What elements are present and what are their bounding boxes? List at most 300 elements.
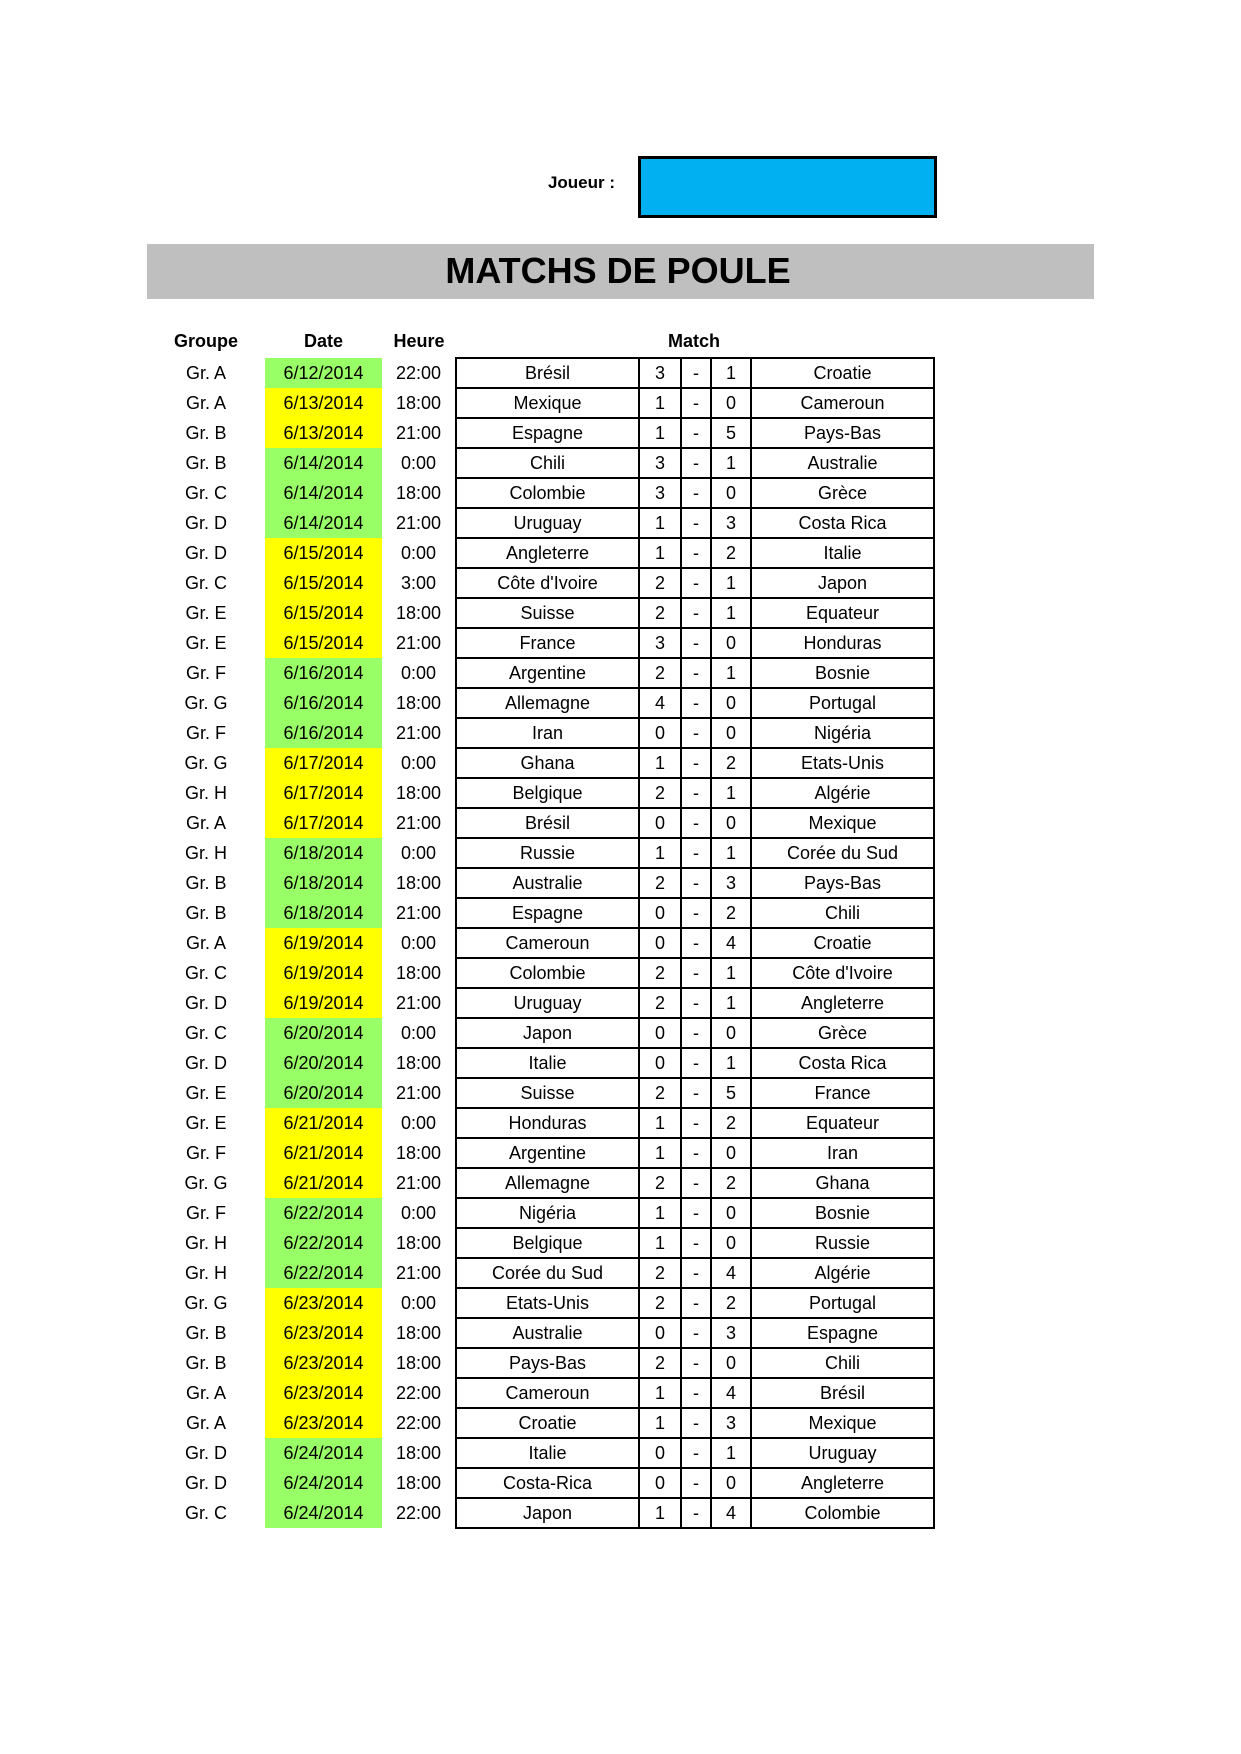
score-separator: - <box>681 598 711 628</box>
home-team-cell: Russie <box>456 838 639 868</box>
away-team-cell: Grèce <box>751 478 934 508</box>
away-score-cell[interactable]: 2 <box>711 538 751 568</box>
heure-cell: 21:00 <box>395 422 442 443</box>
groupe-cell: Gr. B <box>185 422 227 443</box>
home-team-cell: Colombie <box>456 478 639 508</box>
away-score-cell[interactable]: 4 <box>711 928 751 958</box>
date-cell: 6/22/2014 <box>265 1198 382 1228</box>
joueur-input[interactable] <box>638 156 937 218</box>
away-score-cell[interactable]: 0 <box>711 628 751 658</box>
table-row <box>160 448 934 478</box>
heure-cell: 18:00 <box>395 872 442 893</box>
groupe-cell: Gr. A <box>185 932 227 953</box>
score-separator: - <box>681 1168 711 1198</box>
spacer-cell <box>252 778 265 808</box>
groupe-cell: Gr. D <box>184 542 227 563</box>
away-score-cell[interactable]: 5 <box>711 418 751 448</box>
heure-cell: 21:00 <box>395 1082 442 1103</box>
spacer-cell <box>252 1108 265 1138</box>
date-cell: 6/24/2014 <box>265 1498 382 1528</box>
table-row <box>160 1048 934 1078</box>
score-separator: - <box>681 778 711 808</box>
home-score-cell[interactable]: 0 <box>639 1438 681 1468</box>
away-team-cell: Portugal <box>751 1288 934 1318</box>
score-separator: - <box>681 1258 711 1288</box>
spacer-cell <box>252 568 265 598</box>
date-cell: 6/24/2014 <box>265 1468 382 1498</box>
heure-cell: 22:00 <box>395 362 442 383</box>
home-score-cell[interactable]: 0 <box>639 898 681 928</box>
away-score-cell[interactable]: 1 <box>711 958 751 988</box>
table-row <box>160 988 934 1018</box>
date-cell: 6/17/2014 <box>265 778 382 808</box>
score-separator: - <box>681 448 711 478</box>
heure-cell: 18:00 <box>395 692 442 713</box>
table-row <box>160 1138 934 1168</box>
home-team-cell: Allemagne <box>456 688 639 718</box>
heure-cell: 18:00 <box>395 482 442 503</box>
score-separator: - <box>681 628 711 658</box>
away-score-cell[interactable]: 4 <box>711 1258 751 1288</box>
home-team-cell: Corée du Sud <box>456 1258 639 1288</box>
away-score-cell[interactable]: 3 <box>711 868 751 898</box>
score-separator: - <box>681 1198 711 1228</box>
away-score-cell[interactable]: 2 <box>711 1288 751 1318</box>
table-row <box>160 1018 934 1048</box>
table-row <box>160 1318 934 1348</box>
home-score-cell[interactable]: 1 <box>639 1108 681 1138</box>
table-row <box>160 388 934 418</box>
date-cell: 6/14/2014 <box>265 478 382 508</box>
home-team-cell: Brésil <box>456 808 639 838</box>
table-row <box>160 1468 934 1498</box>
table-row <box>160 1498 934 1528</box>
home-team-cell: Italie <box>456 1048 639 1078</box>
score-separator: - <box>681 1378 711 1408</box>
away-team-cell: Chili <box>751 1348 934 1378</box>
home-team-cell: Honduras <box>456 1108 639 1138</box>
away-score-cell[interactable]: 3 <box>711 508 751 538</box>
home-score-cell[interactable]: 2 <box>639 598 681 628</box>
groupe-cell: Gr. G <box>184 752 228 773</box>
heure-cell: 18:00 <box>395 782 442 803</box>
home-score-cell[interactable]: 1 <box>639 1378 681 1408</box>
home-score-cell[interactable]: 1 <box>639 838 681 868</box>
home-score-cell[interactable]: 3 <box>639 358 681 388</box>
table-row <box>160 568 934 598</box>
home-score-cell[interactable]: 2 <box>639 1078 681 1108</box>
spacer-cell <box>252 1468 265 1498</box>
date-cell: 6/15/2014 <box>265 598 382 628</box>
groupe-cell: Gr. A <box>185 362 227 383</box>
table-row <box>160 1408 934 1438</box>
home-team-cell: Croatie <box>456 1408 639 1438</box>
score-separator: - <box>681 1288 711 1318</box>
groupe-cell: Gr. B <box>185 452 227 473</box>
away-score-cell[interactable]: 1 <box>711 778 751 808</box>
table-row <box>160 1198 934 1228</box>
table-row <box>160 628 934 658</box>
away-team-cell: Japon <box>751 568 934 598</box>
score-separator: - <box>681 1408 711 1438</box>
home-score-cell[interactable]: 2 <box>639 568 681 598</box>
away-score-cell[interactable]: 0 <box>711 688 751 718</box>
score-separator: - <box>681 418 711 448</box>
groupe-cell: Gr. H <box>184 782 227 803</box>
groupe-cell: Gr. E <box>185 1112 227 1133</box>
date-cell: 6/12/2014 <box>265 358 382 388</box>
home-score-cell[interactable]: 0 <box>639 1468 681 1498</box>
table-row <box>160 1078 934 1108</box>
away-score-cell[interactable]: 0 <box>711 1228 751 1258</box>
date-cell: 6/21/2014 <box>265 1168 382 1198</box>
home-team-cell: Côte d'Ivoire <box>456 568 639 598</box>
away-score-cell[interactable]: 2 <box>711 748 751 778</box>
score-separator: - <box>681 658 711 688</box>
spacer-cell <box>252 418 265 448</box>
spacer-cell <box>252 508 265 538</box>
date-cell: 6/20/2014 <box>265 1018 382 1048</box>
heure-cell: 0:00 <box>400 1112 437 1133</box>
away-team-cell: Colombie <box>751 1498 934 1528</box>
heure-cell: 21:00 <box>395 722 442 743</box>
date-cell: 6/24/2014 <box>265 1438 382 1468</box>
date-cell: 6/14/2014 <box>265 508 382 538</box>
table-row <box>160 1228 934 1258</box>
date-cell: 6/22/2014 <box>265 1258 382 1288</box>
home-team-cell: Costa-Rica <box>456 1468 639 1498</box>
date-cell: 6/17/2014 <box>265 808 382 838</box>
column-header-date: Date <box>303 331 343 351</box>
away-score-cell[interactable]: 0 <box>711 1348 751 1378</box>
away-score-cell[interactable]: 1 <box>711 1048 751 1078</box>
column-header-groupe: Groupe <box>173 331 238 351</box>
away-score-cell[interactable]: 0 <box>711 388 751 418</box>
away-score-cell[interactable]: 1 <box>711 358 751 388</box>
score-separator: - <box>681 1348 711 1378</box>
home-score-cell[interactable]: 0 <box>639 1018 681 1048</box>
page-title: MATCHS DE POULE <box>445 250 791 291</box>
spacer-cell <box>252 1498 265 1528</box>
away-team-cell: Russie <box>751 1228 934 1258</box>
groupe-cell: Gr. F <box>186 1202 226 1223</box>
home-score-cell[interactable]: 2 <box>639 658 681 688</box>
spacer-cell <box>252 1318 265 1348</box>
away-team-cell: Corée du Sud <box>751 838 934 868</box>
groupe-cell: Gr. H <box>184 842 227 863</box>
home-score-cell[interactable]: 1 <box>639 508 681 538</box>
score-separator: - <box>681 688 711 718</box>
home-team-cell: Uruguay <box>456 508 639 538</box>
home-team-cell: Japon <box>456 1498 639 1528</box>
heure-cell: 21:00 <box>395 1172 442 1193</box>
table-row <box>160 868 934 898</box>
heure-cell: 18:00 <box>395 1142 442 1163</box>
date-cell: 6/19/2014 <box>265 928 382 958</box>
away-score-cell[interactable]: 5 <box>711 1078 751 1108</box>
away-team-cell: Côte d'Ivoire <box>751 958 934 988</box>
home-score-cell[interactable]: 3 <box>639 628 681 658</box>
table-row <box>160 1288 934 1318</box>
away-score-cell[interactable]: 2 <box>711 898 751 928</box>
score-separator: - <box>681 748 711 778</box>
home-score-cell[interactable]: 1 <box>639 1408 681 1438</box>
home-score-cell[interactable]: 1 <box>639 1138 681 1168</box>
table-row <box>160 778 934 808</box>
away-team-cell: Croatie <box>751 358 934 388</box>
home-score-cell[interactable]: 1 <box>639 388 681 418</box>
home-team-cell: Etats-Unis <box>456 1288 639 1318</box>
date-cell: 6/19/2014 <box>265 958 382 988</box>
away-score-cell[interactable]: 2 <box>711 1108 751 1138</box>
score-separator: - <box>681 1468 711 1498</box>
date-cell: 6/14/2014 <box>265 448 382 478</box>
heure-cell: 18:00 <box>395 1472 442 1493</box>
groupe-cell: Gr. E <box>185 1082 227 1103</box>
away-score-cell[interactable]: 0 <box>711 808 751 838</box>
away-score-cell[interactable]: 0 <box>711 1468 751 1498</box>
home-score-cell[interactable]: 1 <box>639 418 681 448</box>
table-row <box>160 928 934 958</box>
heure-cell: 21:00 <box>395 512 442 533</box>
home-score-cell[interactable]: 2 <box>639 1168 681 1198</box>
table-row <box>160 1438 934 1468</box>
heure-cell: 3:00 <box>400 572 437 593</box>
spacer-cell <box>252 718 265 748</box>
date-cell: 6/21/2014 <box>265 1108 382 1138</box>
home-team-cell: Pays-Bas <box>456 1348 639 1378</box>
spacer-cell <box>252 628 265 658</box>
groupe-cell: Gr. E <box>185 632 227 653</box>
score-separator: - <box>681 1438 711 1468</box>
away-team-cell: Mexique <box>751 808 934 838</box>
score-separator: - <box>681 958 711 988</box>
date-cell: 6/23/2014 <box>265 1408 382 1438</box>
spacer-cell <box>252 898 265 928</box>
spacer-cell <box>252 1408 265 1438</box>
home-score-cell[interactable]: 2 <box>639 1258 681 1288</box>
heure-cell: 0:00 <box>400 662 437 683</box>
date-cell: 6/18/2014 <box>265 838 382 868</box>
date-cell: 6/21/2014 <box>265 1138 382 1168</box>
away-score-cell[interactable]: 1 <box>711 988 751 1018</box>
matches-table-body <box>160 358 934 1528</box>
home-score-cell[interactable]: 0 <box>639 808 681 838</box>
heure-cell: 21:00 <box>395 632 442 653</box>
spacer-cell <box>252 1168 265 1198</box>
date-cell: 6/13/2014 <box>265 418 382 448</box>
groupe-cell: Gr. D <box>184 1052 227 1073</box>
home-score-cell[interactable]: 1 <box>639 1198 681 1228</box>
score-separator: - <box>681 478 711 508</box>
spacer-cell <box>252 1288 265 1318</box>
home-team-cell: Japon <box>456 1018 639 1048</box>
home-score-cell[interactable]: 1 <box>639 1228 681 1258</box>
groupe-cell: Gr. H <box>184 1232 227 1253</box>
away-score-cell[interactable]: 4 <box>711 1498 751 1528</box>
score-separator: - <box>681 568 711 598</box>
groupe-cell: Gr. C <box>184 572 227 593</box>
home-team-cell: Cameroun <box>456 1378 639 1408</box>
groupe-cell: Gr. H <box>184 1262 227 1283</box>
away-score-cell[interactable]: 1 <box>711 598 751 628</box>
home-score-cell[interactable]: 2 <box>639 868 681 898</box>
heure-cell: 21:00 <box>395 902 442 923</box>
home-score-cell[interactable]: 0 <box>639 1318 681 1348</box>
home-team-cell: Espagne <box>456 898 639 928</box>
away-score-cell[interactable]: 0 <box>711 478 751 508</box>
date-cell: 6/15/2014 <box>265 538 382 568</box>
home-team-cell: Iran <box>456 718 639 748</box>
spacer-cell <box>252 808 265 838</box>
table-row <box>160 1258 934 1288</box>
date-cell: 6/13/2014 <box>265 388 382 418</box>
away-score-cell[interactable]: 1 <box>711 838 751 868</box>
home-score-cell[interactable]: 2 <box>639 988 681 1018</box>
away-score-cell[interactable]: 1 <box>711 568 751 598</box>
table-row <box>160 748 934 778</box>
date-cell: 6/23/2014 <box>265 1318 382 1348</box>
heure-cell: 22:00 <box>395 1382 442 1403</box>
home-team-cell: France <box>456 628 639 658</box>
away-team-cell: Angleterre <box>751 988 934 1018</box>
home-score-cell[interactable]: 0 <box>639 718 681 748</box>
home-team-cell: Espagne <box>456 418 639 448</box>
spacer-cell <box>252 388 265 418</box>
home-score-cell[interactable]: 4 <box>639 688 681 718</box>
home-score-cell[interactable]: 2 <box>639 958 681 988</box>
score-separator: - <box>681 1078 711 1108</box>
home-score-cell[interactable]: 2 <box>639 1348 681 1378</box>
spacer-cell <box>252 1138 265 1168</box>
groupe-cell: Gr. F <box>186 1142 226 1163</box>
home-team-cell: Suisse <box>456 1078 639 1108</box>
groupe-cell: Gr. A <box>185 392 227 413</box>
away-team-cell: Mexique <box>751 1408 934 1438</box>
spacer-cell <box>252 1258 265 1288</box>
table-row <box>160 538 934 568</box>
home-score-cell[interactable]: 1 <box>639 1498 681 1528</box>
heure-cell: 18:00 <box>395 1232 442 1253</box>
home-score-cell[interactable]: 1 <box>639 538 681 568</box>
date-cell: 6/23/2014 <box>265 1378 382 1408</box>
home-score-cell[interactable]: 3 <box>639 448 681 478</box>
spacer-cell <box>252 448 265 478</box>
away-team-cell: Nigéria <box>751 718 934 748</box>
away-score-cell[interactable]: 0 <box>711 1138 751 1168</box>
away-score-cell[interactable]: 3 <box>711 1318 751 1348</box>
heure-cell: 22:00 <box>395 1412 442 1433</box>
date-cell: 6/23/2014 <box>265 1288 382 1318</box>
heure-cell: 0:00 <box>400 542 437 563</box>
heure-cell: 18:00 <box>395 962 442 983</box>
away-team-cell: Pays-Bas <box>751 868 934 898</box>
away-score-cell[interactable]: 1 <box>711 1438 751 1468</box>
away-score-cell[interactable]: 0 <box>711 1018 751 1048</box>
away-team-cell: Cameroun <box>751 388 934 418</box>
away-score-cell[interactable]: 3 <box>711 1408 751 1438</box>
away-score-cell[interactable]: 0 <box>711 718 751 748</box>
home-team-cell: Allemagne <box>456 1168 639 1198</box>
home-team-cell: Ghana <box>456 748 639 778</box>
date-cell: 6/19/2014 <box>265 988 382 1018</box>
heure-cell: 21:00 <box>395 812 442 833</box>
date-cell: 6/22/2014 <box>265 1228 382 1258</box>
home-team-cell: Italie <box>456 1438 639 1468</box>
heure-cell: 21:00 <box>395 1262 442 1283</box>
heure-cell: 18:00 <box>395 1442 442 1463</box>
home-team-cell: Brésil <box>456 358 639 388</box>
away-team-cell: France <box>751 1078 934 1108</box>
away-score-cell[interactable]: 4 <box>711 1378 751 1408</box>
score-separator: - <box>681 868 711 898</box>
table-row <box>160 358 934 388</box>
away-score-cell[interactable]: 0 <box>711 1198 751 1228</box>
spacer-cell <box>252 1078 265 1108</box>
home-team-cell: Chili <box>456 448 639 478</box>
away-score-cell[interactable]: 1 <box>711 448 751 478</box>
home-score-cell[interactable]: 1 <box>639 748 681 778</box>
home-team-cell: Uruguay <box>456 988 639 1018</box>
groupe-cell: Gr. D <box>184 1442 227 1463</box>
score-separator: - <box>681 1018 711 1048</box>
heure-cell: 18:00 <box>395 392 442 413</box>
spacer-cell <box>252 958 265 988</box>
away-team-cell: Angleterre <box>751 1468 934 1498</box>
away-team-cell: Bosnie <box>751 658 934 688</box>
spacer-cell <box>252 748 265 778</box>
home-team-cell: Argentine <box>456 658 639 688</box>
away-team-cell: Equateur <box>751 598 934 628</box>
home-score-cell[interactable]: 2 <box>639 778 681 808</box>
spacer-cell <box>252 988 265 1018</box>
column-header-heure: Heure <box>393 331 445 351</box>
spacer-cell <box>252 1198 265 1228</box>
date-cell: 6/16/2014 <box>265 658 382 688</box>
groupe-cell: Gr. A <box>185 1382 227 1403</box>
home-score-cell[interactable]: 0 <box>639 1048 681 1078</box>
home-score-cell[interactable]: 3 <box>639 478 681 508</box>
spacer-cell <box>252 658 265 688</box>
date-cell: 6/15/2014 <box>265 628 382 658</box>
heure-cell: 0:00 <box>400 1292 437 1313</box>
heure-cell: 18:00 <box>395 1322 442 1343</box>
score-separator: - <box>681 928 711 958</box>
spacer-cell <box>252 1348 265 1378</box>
matches-table <box>160 357 935 1529</box>
home-team-cell: Australie <box>456 1318 639 1348</box>
heure-cell: 18:00 <box>395 1352 442 1373</box>
score-separator: - <box>681 1108 711 1138</box>
home-score-cell[interactable]: 0 <box>639 928 681 958</box>
spacer-cell <box>252 688 265 718</box>
away-team-cell: Chili <box>751 898 934 928</box>
spacer-cell <box>252 838 265 868</box>
heure-cell: 18:00 <box>395 1052 442 1073</box>
date-cell: 6/18/2014 <box>265 898 382 928</box>
date-cell: 6/16/2014 <box>265 718 382 748</box>
groupe-cell: Gr. C <box>184 482 227 503</box>
home-score-cell[interactable]: 2 <box>639 1288 681 1318</box>
home-team-cell: Suisse <box>456 598 639 628</box>
away-team-cell: Portugal <box>751 688 934 718</box>
date-cell: 6/16/2014 <box>265 688 382 718</box>
away-team-cell: Brésil <box>751 1378 934 1408</box>
groupe-cell: Gr. G <box>184 1172 228 1193</box>
away-score-cell[interactable]: 1 <box>711 658 751 688</box>
score-separator: - <box>681 1318 711 1348</box>
away-score-cell[interactable]: 2 <box>711 1168 751 1198</box>
